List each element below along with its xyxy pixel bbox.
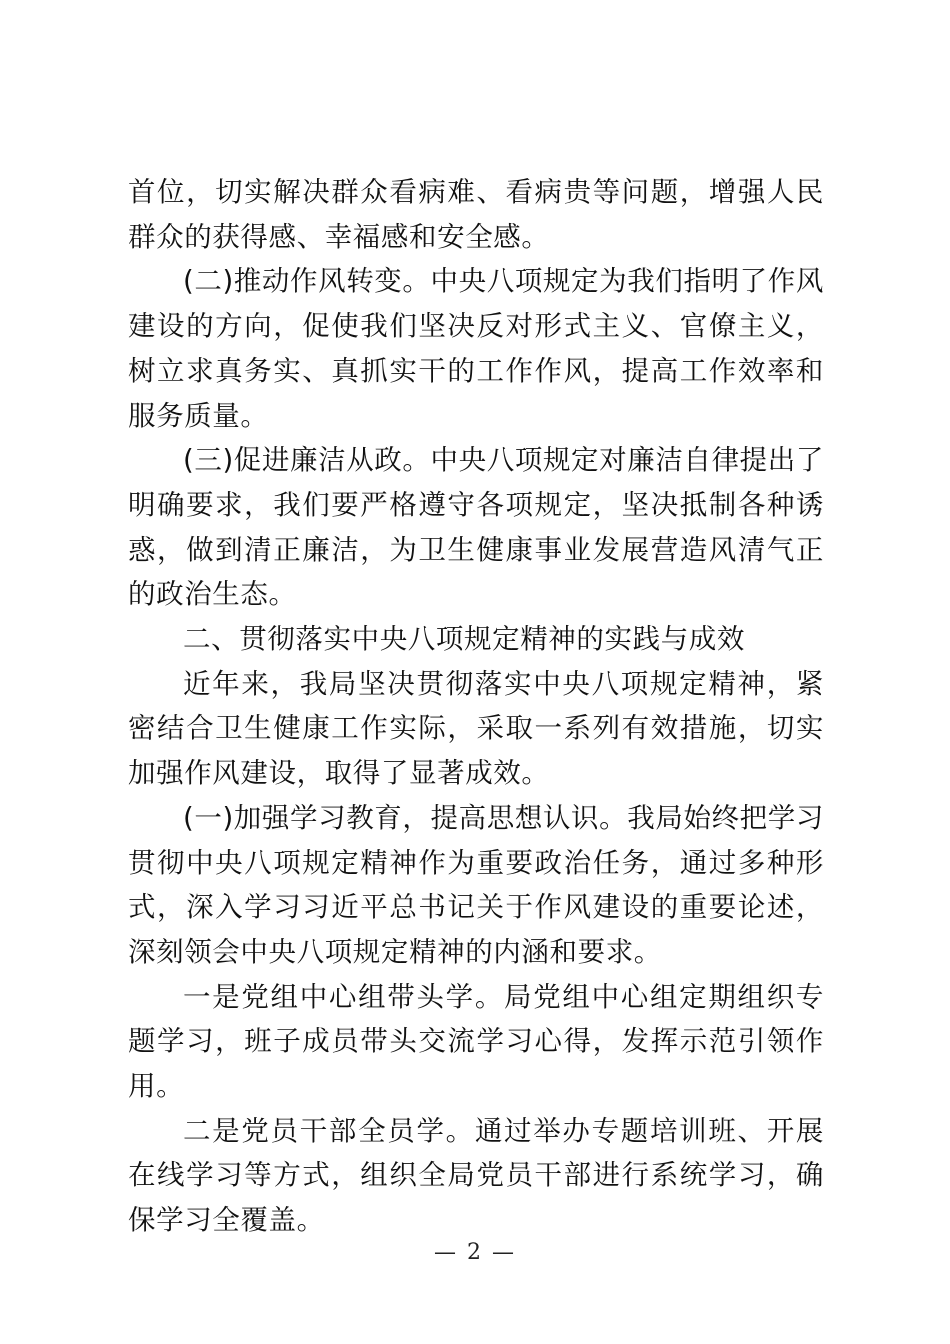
page-number: — 2 — <box>434 1240 516 1265</box>
paragraph-continued: 首位，切实解决群众看病难、看病贵等问题，增强人民群众的获得感、幸福感和安全感。 <box>128 176 824 253</box>
paragraph-promote-integrity: (三)促进廉洁从政。中央八项规定对廉洁自律提出了明确要求，我们要严格遵守各项规定，坚决抵制各种诱惑，做到清正廉洁，为卫生健康事业发展营造风清气正的政治生态。 <box>128 444 824 611</box>
paragraph-all-member-study: 二是党员干部全员学。通过举办专题培训班、开展在线学习等方式，组织全局党员干部进行系统学习，确保学习全覆盖。 <box>128 1114 824 1237</box>
paragraph-promote-style-change: (二)推动作风转变。中央八项规定为我们指明了作风建设的方向，促使我们坚决反对形式主义、官僚主义，树立求真务实、真抓实干的工作作风，提高工作效率和服务质量。 <box>128 265 824 432</box>
paragraph-recent-years: 近年来，我局坚决贯彻落实中央八项规定精神，紧密结合卫生健康工作实际，采取一系列有效措施，切实加强作风建设，取得了显著成效。 <box>128 667 824 790</box>
document-body <box>128 170 824 1243</box>
paragraph-study-education: (一)加强学习教育，提高思想认识。我局始终把学习贯彻中央八项规定精神作为重要政治任务，通过多种形式，深入学习习近平总书记关于作风建设的重要论述，深刻领会中央八项规定精神的内涵和要求。 <box>128 801 824 968</box>
section-heading-practice: 二、贯彻落实中央八项规定精神的实践与成效 <box>183 623 745 656</box>
paragraph-leadership-study: 一是党组中心组带头学。局党组中心组定期组织专题学习，班子成员带头交流学习心得，发挥示范引领作用。 <box>128 980 824 1103</box>
